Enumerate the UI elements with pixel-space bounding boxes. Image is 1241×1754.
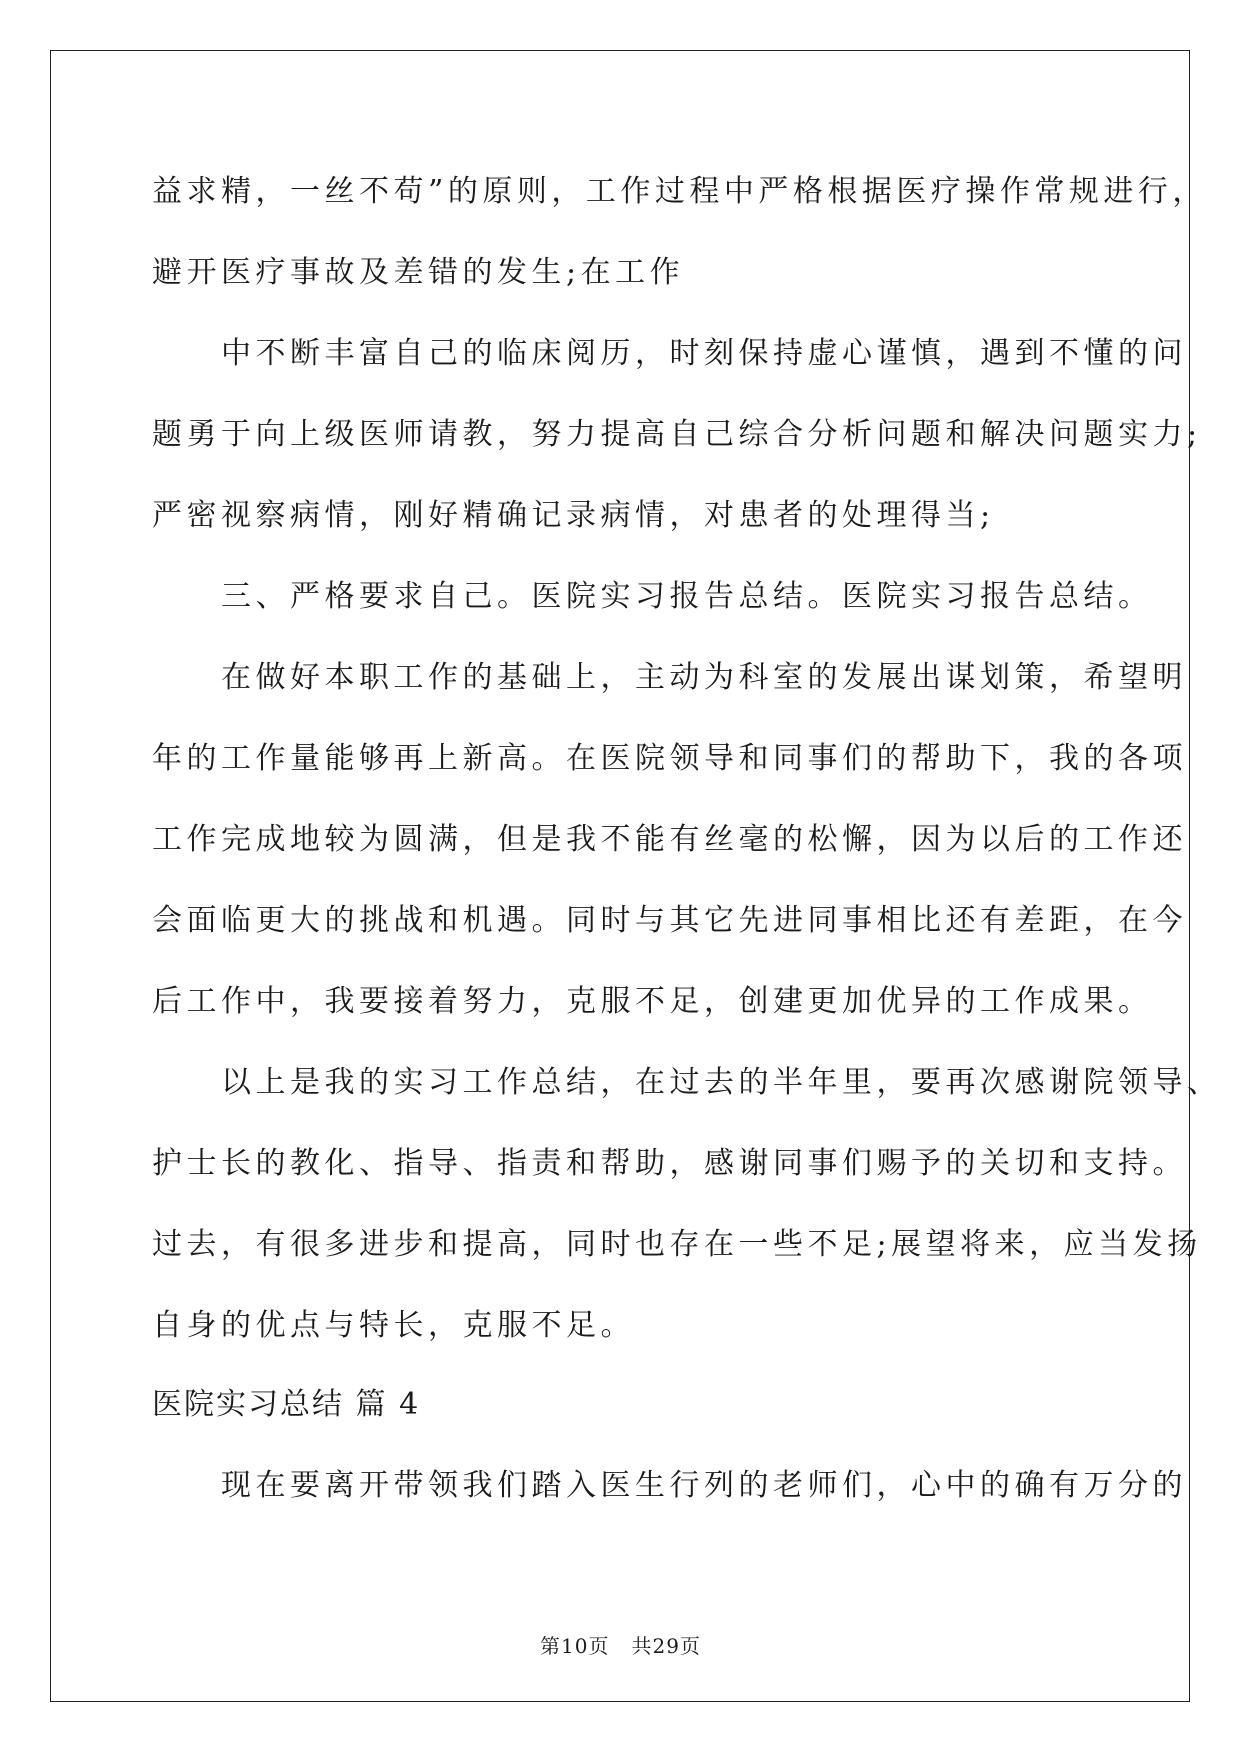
page-number-current: 第10页 — [540, 1634, 610, 1658]
body-line: 中不断丰富自己的临床阅历，时刻保持虚心谨慎，遇到不懂的问 — [152, 336, 1187, 371]
body-line: 自身的优点与特长，克服不足。 — [152, 1308, 635, 1343]
body-line: 以上是我的实习工作总结，在过去的半年里，要再次感谢院领导、 — [152, 1065, 1222, 1100]
body-line: 在做好本职工作的基础上，主动为科室的发展出谋划策，希望明 — [152, 660, 1187, 695]
body-line: 避开医疗事故及差错的发生;在工作 — [152, 255, 685, 290]
body-line: 后工作中，我要接着努力，克服不足，创建更加优异的工作成果。 — [152, 984, 1153, 1019]
section-heading: 医院实习总结 篇 4 — [152, 1387, 421, 1422]
body-line: 过去，有很多进步和提高，同时也存在一些不足;展望将来，应当发扬 — [152, 1227, 1202, 1262]
body-line: 题勇于向上级医师请教，努力提高自己综合分析问题和解决问题实力; — [152, 417, 1202, 452]
body-line: 三、严格要求自己。医院实习报告总结。医院实习报告总结。 — [152, 579, 1153, 614]
body-line: 益求精，一丝不苟”的原则，工作过程中严格根据医疗操作常规进行， — [152, 174, 1207, 209]
page-border — [50, 50, 1190, 1702]
page-footer — [0, 1634, 1241, 1658]
page-number-total: 共29页 — [631, 1634, 701, 1658]
body-line: 工作完成地较为圆满，但是我不能有丝毫的松懈，因为以后的工作还 — [152, 822, 1187, 857]
body-line: 严密视察病情，刚好精确记录病情，对患者的处理得当; — [152, 498, 995, 533]
body-line: 年的工作量能够再上新高。在医院领导和同事们的帮助下，我的各项 — [152, 741, 1187, 776]
body-line: 会面临更大的挑战和机遇。同时与其它先进同事相比还有差距，在今 — [152, 903, 1187, 938]
body-line: 现在要离开带领我们踏入医生行列的老师们，心中的确有万分的 — [152, 1468, 1187, 1503]
body-line: 护士长的教化、指导、指责和帮助，感谢同事们赐予的关切和支持。 — [152, 1146, 1187, 1181]
